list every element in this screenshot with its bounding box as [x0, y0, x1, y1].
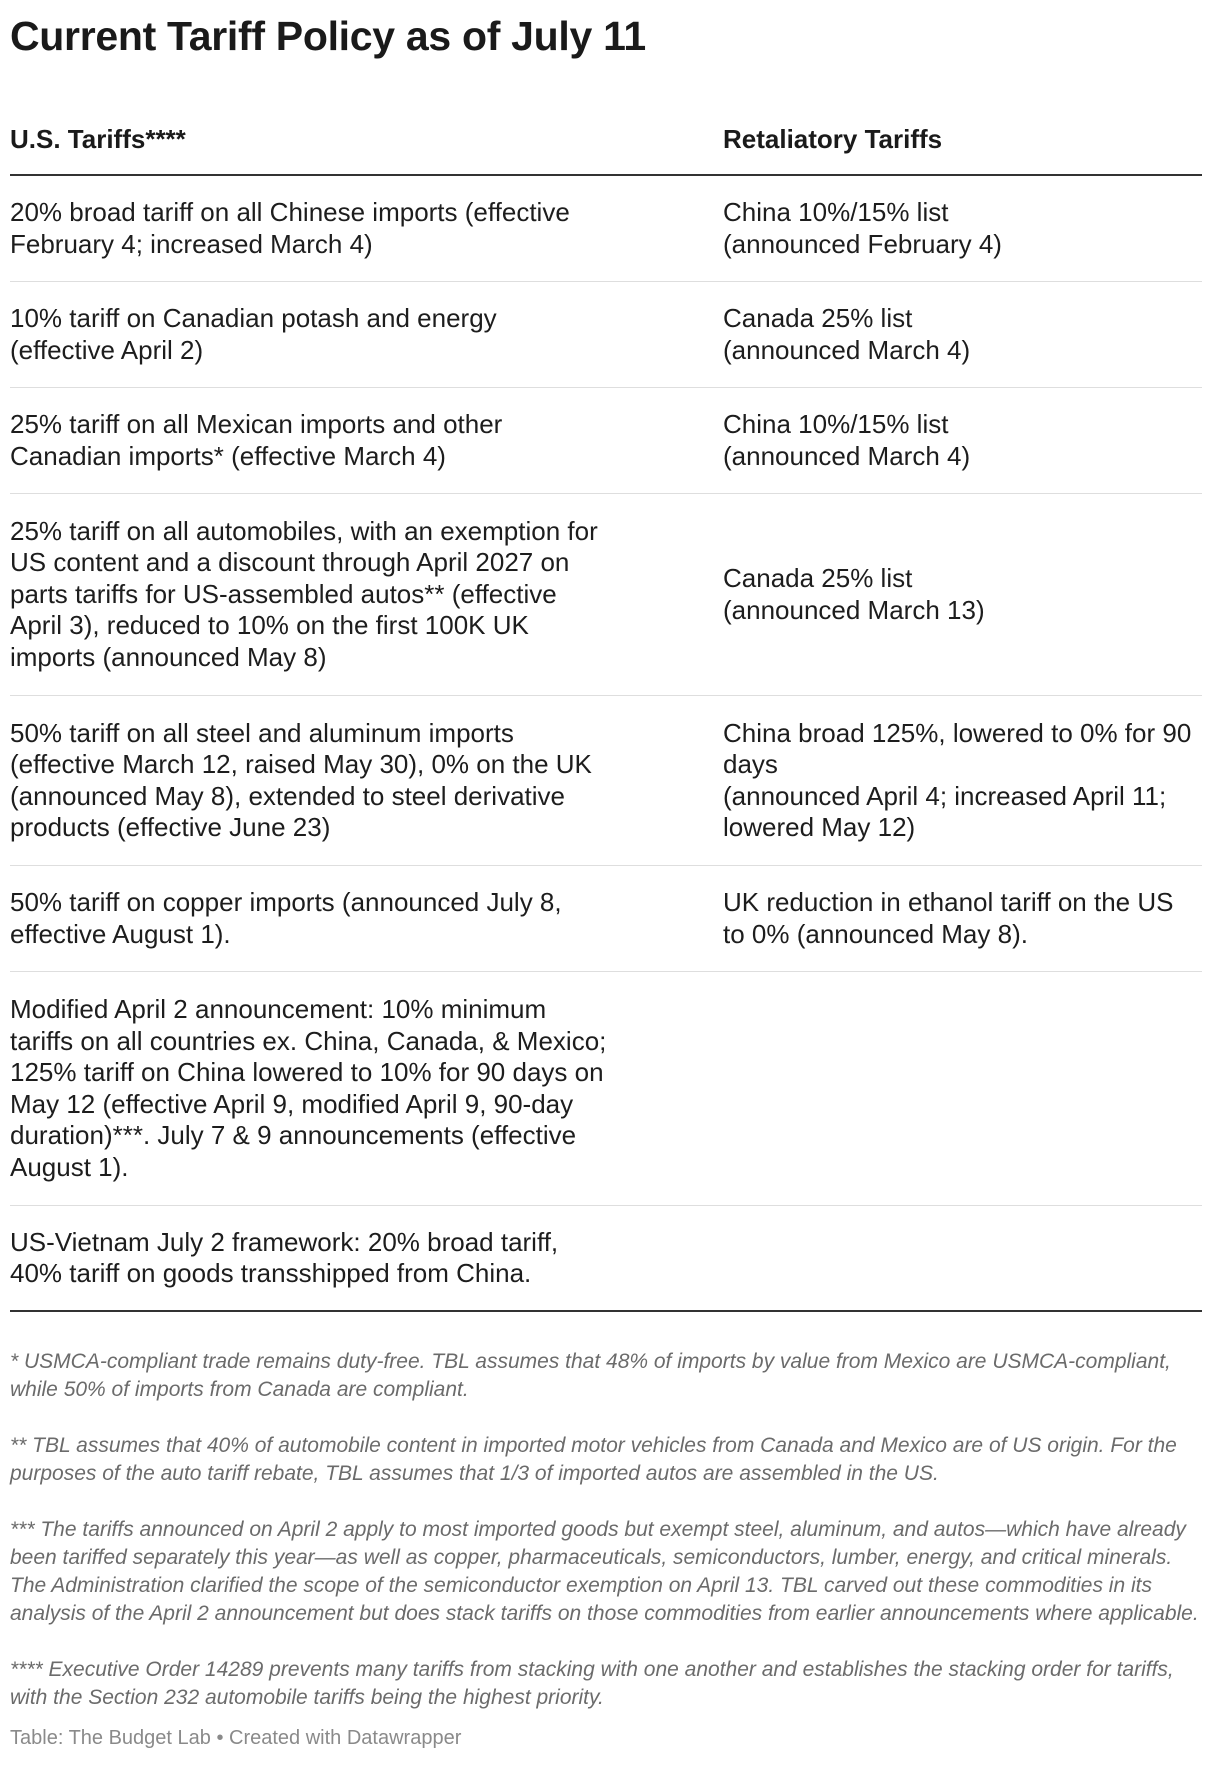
table-row — [10, 866, 1202, 972]
retaliatory-tariff-cell: China 10%/15% list (announced March 4) — [723, 409, 971, 471]
table-row — [10, 494, 1202, 696]
footnotes — [10, 1348, 1202, 1712]
table-row — [10, 176, 1202, 282]
retaliatory-tariff-cell: UK reduction in ethanol tariff on the US to 0% (announced May 8). — [723, 887, 1174, 949]
us-tariff-cell: 25% tariff on all automobiles, with an exemption for US content and a discount through April 2027 on parts tariffs for US-assembled autos** (effective April 3), reduced to 10% on the first 100K UK imports (announced May 8) — [10, 515, 598, 672]
us-tariff-cell: 10% tariff on Canadian potash and energy (effective April 2) — [10, 303, 497, 365]
us-tariff-cell: 25% tariff on all Mexican imports and other Canadian imports* (effective March 4) — [10, 409, 503, 471]
table-row — [10, 388, 1202, 494]
us-tariff-cell: US-Vietnam July 2 framework: 20% broad tariff, 40% tariff on goods transshipped from China. — [10, 1226, 559, 1288]
table-row — [10, 282, 1202, 388]
source-credit: Table: The Budget Lab • Created with Datawrapper — [10, 1727, 462, 1749]
retaliatory-tariff-cell: China broad 125%, lowered to 0% for 90 days (announced April 4; increased April 11; lowered May 12) — [723, 717, 1192, 842]
footnote: *** The tariffs announced on April 2 apply to most imported goods but exempt steel, aluminum, and autos—which have already been tariffed separately this year—as well as copper, pharmaceuticals, semiconductors, lumber, energy, and critical minerals. The Administration clarified the scope of the semiconductor exemption on April 13. TBL carved out these commodities in its analysis of the April 2 announcement but does stack tariffs on those commodities from earlier announcements where applicable. — [10, 1518, 1199, 1625]
retaliatory-tariff-cell: Canada 25% list (announced March 13) — [723, 563, 985, 625]
table-row — [10, 972, 1202, 1206]
header-retaliatory-tariffs: Retaliatory Tariffs — [723, 124, 943, 154]
tariff-table — [10, 124, 1202, 1312]
us-tariff-cell: Modified April 2 announcement: 10% minimum tariffs on all countries ex. China, Canada, & Mexico; 125% tariff on China lowered to 10% for 90 days on May 12 (effective April 9, modified April 9, 90-day duration)***. July 7 & 9 announcements (effective August 1). — [10, 994, 607, 1182]
retaliatory-tariff-cell: Canada 25% list (announced March 4) — [723, 303, 971, 365]
us-tariff-cell: 20% broad tariff on all Chinese imports (effective February 4; increased March 4) — [10, 197, 570, 259]
table-header — [10, 124, 1202, 176]
table-row — [10, 696, 1202, 866]
us-tariff-cell: 50% tariff on copper imports (announced July 8, effective August 1). — [10, 887, 562, 949]
footnote: ** TBL assumes that 40% of automobile content in imported motor vehicles from Canada and Mexico are of US origin. For the purposes of the auto tariff rebate, TBL assumes that 1/3 of imported autos are assembled in the US. — [10, 1434, 1177, 1485]
page-title: Current Tariff Policy as of July 11 — [10, 13, 646, 59]
header-us-tariffs: U.S. Tariffs**** — [10, 124, 186, 154]
footnote: **** Executive Order 14289 prevents many tariffs from stacking with one another and establishes the stacking order for tariffs, with the Section 232 automobile tariffs being the highest priority. — [10, 1658, 1174, 1709]
retaliatory-tariff-cell: China 10%/15% list (announced February 4) — [723, 197, 1002, 259]
table-row — [10, 1206, 1202, 1312]
footnote: * USMCA-compliant trade remains duty-free. TBL assumes that 48% of imports by value from Mexico are USMCA-compliant, while 50% of imports from Canada are compliant. — [10, 1350, 1171, 1401]
us-tariff-cell: 50% tariff on all steel and aluminum imports (effective March 12, raised May 30), 0% on the UK (announced May 8), extended to steel derivative products (effective June 23) — [10, 717, 592, 842]
